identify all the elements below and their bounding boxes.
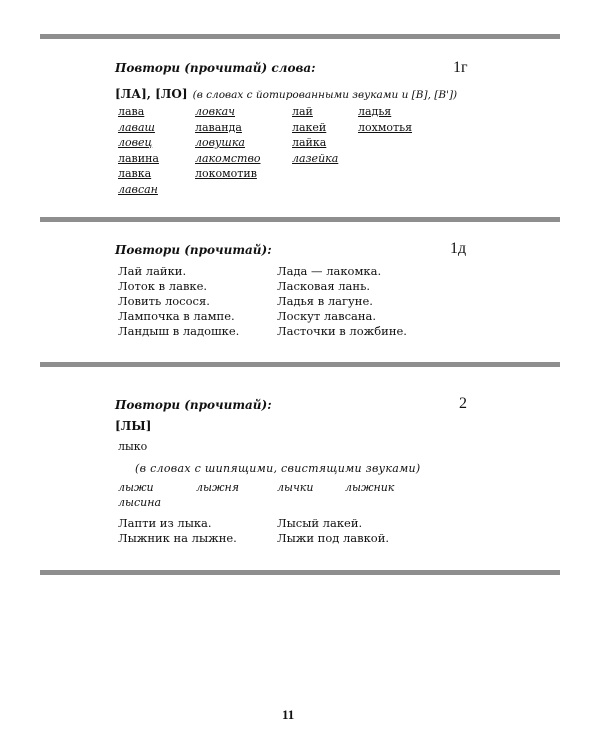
section-2-number: 2	[459, 395, 467, 412]
word-column-3	[292, 104, 338, 166]
section-1d-number: 1д	[450, 240, 467, 257]
word-column-1	[118, 104, 159, 197]
word-item: лаванда	[195, 120, 242, 134]
word-item: лыжник	[345, 481, 395, 494]
word-item: лава	[118, 105, 145, 118]
word-item: локомотив	[195, 167, 257, 180]
sentence: Ласковая лань.	[277, 279, 370, 293]
word-item: лаваш	[118, 120, 155, 134]
word-item: лакомство	[195, 151, 261, 165]
word-column-4	[358, 104, 412, 135]
sentence: Лапти из лыка.	[118, 516, 212, 530]
word-item: лычки	[277, 481, 314, 494]
word-column-2	[195, 104, 261, 182]
sentence: Лада — лакомка.	[277, 264, 382, 278]
word-item: ловушка	[195, 136, 245, 149]
sentences-right-2	[277, 516, 389, 546]
section-divider-1	[40, 217, 560, 222]
section-1g-heading: Повтори (прочитай) слова:	[115, 61, 316, 75]
word-item: лыжи	[118, 481, 154, 494]
bottom-rule	[40, 570, 560, 575]
word-item: лай	[292, 105, 313, 118]
word-item: лазейка	[292, 151, 339, 165]
word-item: лавка	[118, 167, 152, 180]
top-rule	[40, 34, 560, 39]
word-item: ловкач	[195, 105, 235, 118]
sentence: Ласточки в ложбине.	[277, 324, 407, 338]
sentence: Лампочка в лампе.	[118, 309, 235, 323]
section-2-word: лыко	[118, 440, 148, 453]
sentence: Лыжи под лавкой.	[277, 531, 390, 545]
section-2-heading: Повтори (прочитай):	[115, 398, 272, 412]
sentences-right	[277, 264, 407, 339]
word-item: ладья	[358, 105, 392, 118]
word-item: лыжня	[196, 481, 239, 494]
sentence: Ладья в лагуне.	[277, 294, 373, 308]
label-main: [ЛА], [ЛО]	[115, 87, 188, 101]
word-item: лавсан	[118, 182, 158, 196]
section-1g-label	[115, 83, 457, 102]
word-item: лайка	[292, 136, 327, 149]
sentence: Лоток в лавке.	[118, 279, 208, 293]
word-item: лохмотья	[358, 120, 413, 134]
section-divider-2	[40, 362, 560, 367]
sentence: Лысый лакей.	[277, 516, 363, 530]
sentence: Ловить лосося.	[118, 294, 210, 308]
sentence: Ландыш в ладошке.	[118, 324, 240, 338]
word-item: лакей	[292, 120, 327, 134]
section-2-label: [ЛЫ]	[115, 419, 152, 433]
section-1d-heading: Повтори (прочитай):	[115, 243, 272, 257]
label-note: (в словах с йотированными звуками и [В], [В'])	[192, 89, 458, 101]
word-item: лысина	[118, 496, 162, 509]
section-2-note: (в словах с шипящими, свистящими звуками)	[135, 462, 421, 475]
word-item: ловец	[118, 136, 153, 149]
sentence: Лоскут лавсана.	[277, 309, 377, 323]
word-item: лавина	[118, 151, 159, 165]
sentences-left-2	[118, 516, 237, 546]
sentence: Лай лайки.	[118, 264, 187, 278]
section-1g-number: 1г	[453, 59, 468, 76]
page-number: 11	[282, 707, 295, 722]
sentence: Лыжник на лыжне.	[118, 531, 237, 545]
sentences-left	[118, 264, 239, 339]
